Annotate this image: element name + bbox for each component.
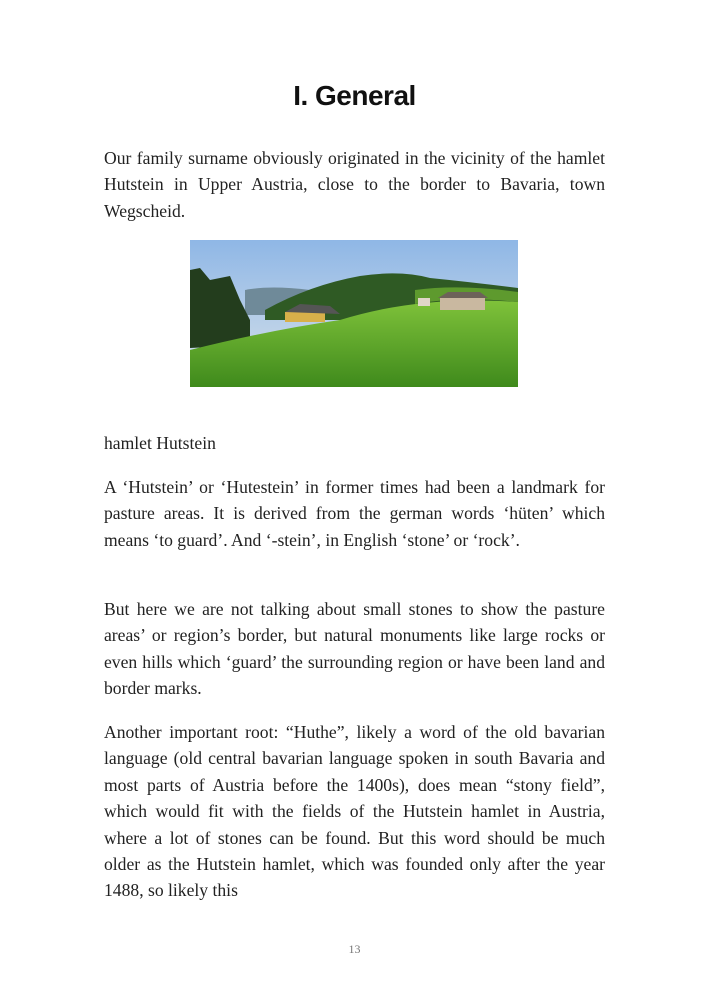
image-caption: hamlet Hutstein (104, 433, 216, 453)
hamlet-hutstein-photo (190, 240, 518, 387)
paragraph-natural-monuments: But here we are not talking about small stones to show the pasture areas’ or region’s border, but natural monuments like large rocks or even hills which ‘guard’ the surrounding region or have been land and border marks. (104, 599, 605, 699)
page-number: 13 (348, 942, 361, 956)
paragraph-intro: Our family surname obviously originated in the vicinity of the hamlet Hutstein in Upper Austria, close to the border to Bavaria, town Wegscheid. (104, 148, 605, 221)
page-title: I. General (293, 80, 416, 111)
paragraph-huthe-root: Another important root: “Huthe”, likely a word of the old bavarian language (old central bavarian language spoken in south Bavaria and most parts of Austria before the 1400s), does mean “stony field”, which would fit with the fields of the Hutstein hamlet in Austria, where a lot of stones can be found. But this word should be much older as the Hutstein hamlet, which was founded only after the year 1488, so likely this (104, 722, 605, 901)
paragraph-hutstein-meaning: A ‘Hutstein’ or ‘Hutestein’ in former times had been a landmark for pasture areas. It is derived from the german words ‘hüten’ which means ‘to guard’. And ‘-stein’, in English ‘stone’ or ‘rock’. (104, 477, 605, 550)
